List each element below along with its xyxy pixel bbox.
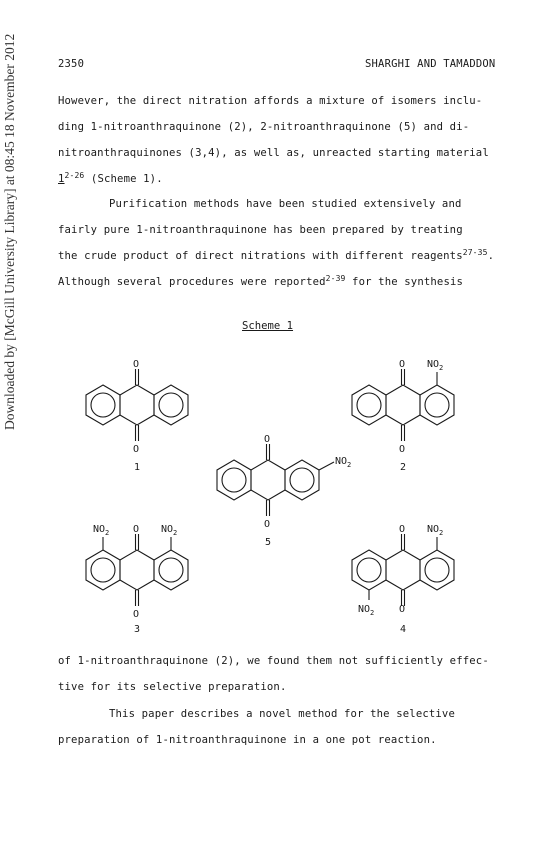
page-number: 2350: [58, 58, 85, 70]
oxo-label: O: [399, 359, 406, 370]
oxo-label: O: [264, 519, 271, 530]
oxo-label: O: [133, 444, 140, 455]
oxo-label: O: [399, 604, 406, 615]
nitro-label: $NO_2$: [93, 524, 110, 537]
body-line: preparation of 1-nitroanthraquinone in a one pot reaction.: [58, 734, 437, 746]
citation: 27-35: [462, 248, 488, 257]
compound-5-structure: [217, 434, 351, 548]
body-line: [58, 250, 494, 262]
body-text: for the synthesis: [345, 276, 464, 288]
compound-label: 5: [265, 537, 272, 548]
compound-ref: 1: [58, 173, 65, 185]
nitro-label: $NO_2$: [335, 456, 352, 469]
body-line: Purification methods have been studied extensively and: [109, 198, 462, 210]
body-line: However, the direct nitration affords a mixture of isomers inclu-: [58, 95, 483, 107]
compound-label: 1: [134, 462, 141, 473]
oxo-label: O: [264, 434, 271, 445]
body-line: ding 1-nitroanthraquinone (2), 2-nitroanthraquinone (5) and di-: [58, 121, 470, 133]
compound-label: 3: [134, 624, 141, 635]
body-line: This paper describes a novel method for the selective: [109, 708, 455, 720]
oxo-label: O: [133, 359, 140, 370]
body-text: Although several procedures were reported: [58, 276, 326, 288]
scheme-title: Scheme 1: [242, 320, 294, 332]
nitro-label: $NO_2$: [358, 604, 375, 617]
nitro-label: $NO_2$: [161, 524, 178, 537]
oxo-label: O: [399, 444, 406, 455]
compound-2-structure: [352, 359, 454, 473]
oxo-label: O: [133, 609, 140, 620]
body-line: tive for its selective preparation.: [58, 681, 287, 693]
oxo-label: O: [399, 524, 406, 535]
citation: 2-39: [325, 274, 346, 283]
running-head: SHARGHI AND TAMADDON: [365, 58, 496, 70]
compound-3-structure: [86, 524, 188, 635]
compound-label: 4: [400, 624, 407, 635]
download-watermark: Downloaded by [McGill University Library] at 08:45 18 November 2012: [2, 33, 17, 430]
scheme-figure: [0, 340, 552, 640]
nitro-label: $NO_2$: [427, 359, 444, 372]
body-line: fairly pure 1-nitroanthraquinone has been prepared by treating: [58, 224, 463, 236]
body-line: nitroanthraquinones (3,4), as well as, unreacted starting material: [58, 147, 489, 159]
nitro-label: $NO_2$: [427, 524, 444, 537]
body-line: of 1-nitroanthraquinone (2), we found them not sufficiently effec-: [58, 655, 489, 667]
body-line: [58, 276, 463, 288]
body-text: (Scheme 1).: [84, 173, 163, 185]
compound-1-structure: [86, 359, 188, 473]
citation: 2-26: [64, 171, 85, 180]
body-text: the crude product of direct nitrations with different reagents: [58, 250, 463, 262]
oxo-label: O: [133, 524, 140, 535]
compound-label: 2: [400, 462, 407, 473]
compound-4-structure: [352, 524, 454, 635]
body-line: [58, 173, 163, 185]
body-text: .: [487, 250, 495, 262]
